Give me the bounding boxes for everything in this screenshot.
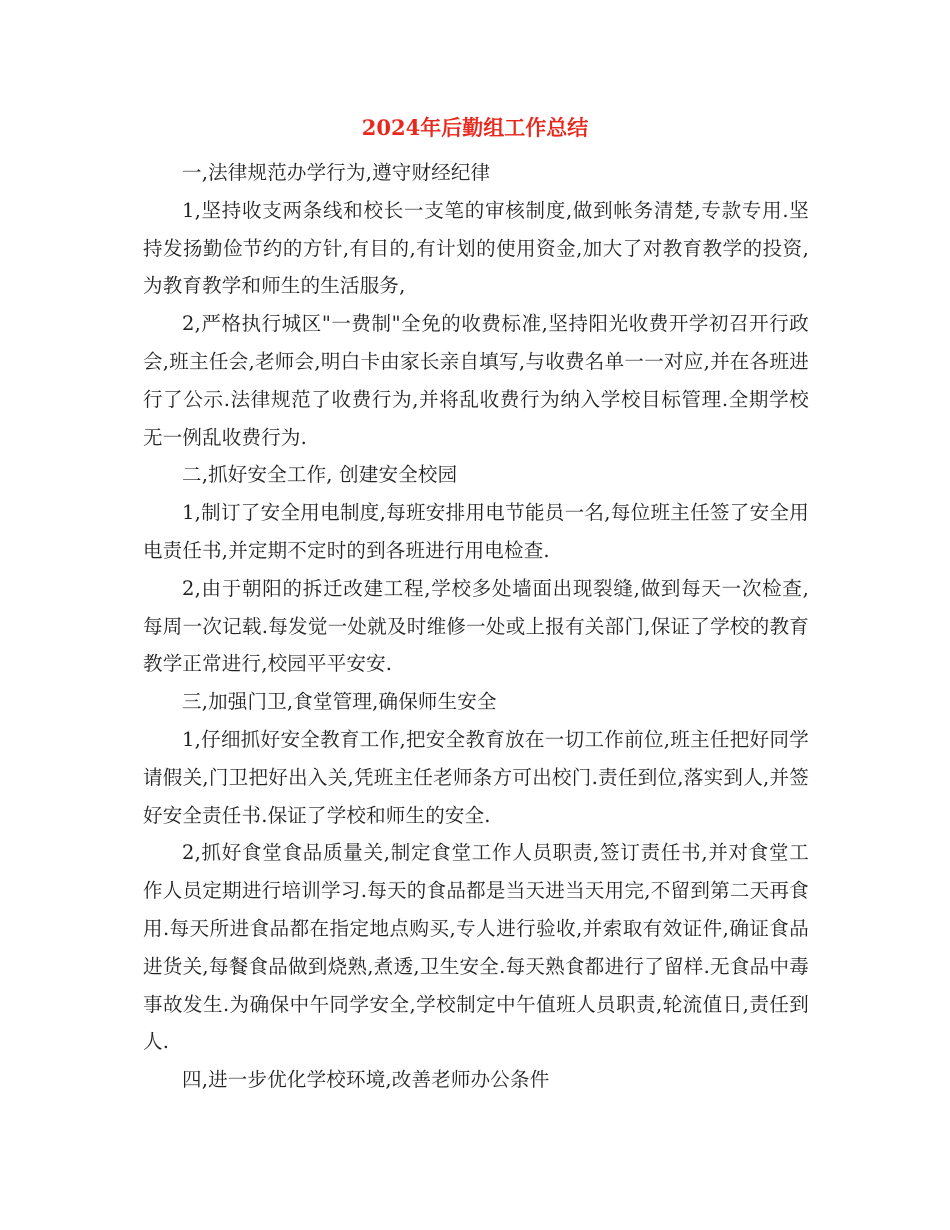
document-title: 2024年后勤组工作总结 bbox=[361, 115, 589, 140]
section-heading-4: 四,进一步优化学校环境,改善老师办公条件 bbox=[182, 1068, 550, 1092]
section-heading-3: 三,加强门卫,食堂管理,确保师生安全 bbox=[182, 690, 497, 714]
paragraph-3-2: 2,抓好食堂食品质量关,制定食堂工作人员职责,签订责任书,并对食堂工作人员定期进行培训学习.每天的食品都是当天进当天用完,不留到第二天再食用.每天所进食品都在指定地点购买,专人进行验收,并索取有效证件,确证食品进货关,每餐食品做到烧熟,煮透,卫生安全.每天熟食都进行了留样.无食品中毒事故发生.为确保中午同学安全,学校制定中午值班人员职责,轮流值日,责任到人. bbox=[143, 841, 809, 1054]
paragraph-1-2: 2,严格执行城区"一费制"全免的收费标准,坚持阳光收费开学初召开行政会,班主任会,老师会,明白卡由家长亲自填写,与收费名单一一对应,并在各班进行了公示.法律规范了收费行为,并将乱收费行为纳入学校目标管理.全期学校无一例乱收费行为. bbox=[143, 312, 809, 449]
paragraph-2-2: 2,由于朝阳的拆迁改建工程,学校多处墙面出现裂缝,做到每天一次检查,每周一次记载.每发觉一处就及时维修一处或上报有关部门,保证了学校的教育教学正常进行,校园平平安安. bbox=[143, 576, 809, 676]
section-heading-1: 一,法律规范办学行为,遵守财经纪律 bbox=[182, 161, 491, 184]
paragraph-2-1: 1,制订了安全用电制度,每班安排用电节能员一名,每位班主任签了安全用电责任书,并定期不定时的到各班进行用电检查. bbox=[143, 501, 809, 562]
section-heading-2: 二,抓好安全工作, 创建安全校园 bbox=[182, 463, 458, 487]
document-body bbox=[143, 154, 809, 1099]
paragraph-1-1: 1,坚持收支两条线和校长一支笔的审核制度,做到帐务清楚,专款专用.坚持发扬勤俭节约的方针,有目的,有计划的使用资金,加大了对教育教学的投资,为教育教学和师生的生活服务, bbox=[143, 198, 809, 298]
paragraph-3-1: 1,仔细抓好安全教育工作,把安全教育放在一切工作前位,班主任把好同学请假关,门卫把好出入关,凭班主任老师条方可出校门.责任到位,落实到人,并签好安全责任书.保证了学校和师生的安全. bbox=[143, 727, 809, 827]
